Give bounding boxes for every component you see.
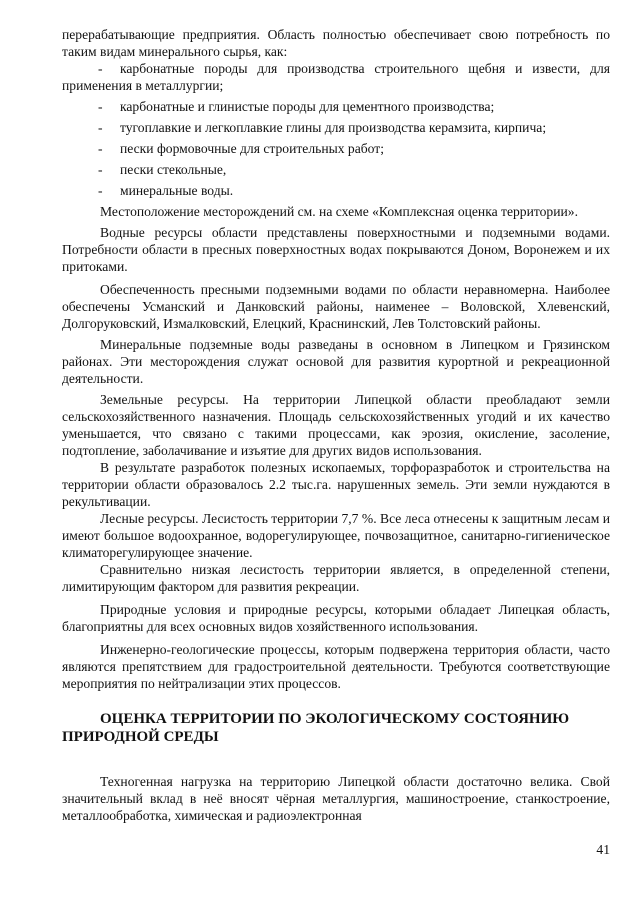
bullet-marker: -: [98, 183, 103, 198]
paragraph: Водные ресурсы области представлены поверхностными и подземными водами. Потребности области в пресных поверхностных водах покрываются Доном, Воронежем и их притоками.: [62, 225, 610, 274]
list-item: - минеральные воды.: [98, 183, 234, 198]
section-paragraph: Техногенная нагрузка на территорию Липецкой области достаточно велика. Свой значительный вклад в неё вносят чёрная металлургия, машиностроение, станкостроение, металлообработка, химическая и радиоэлектронная: [62, 774, 610, 823]
page-number: 41: [596, 842, 610, 857]
paragraph: Сравнительно низкая лесистость территории является, в определенной степени, лимитирующим фактором для развития рекреации.: [62, 562, 610, 594]
paragraph: В результате разработок полезных ископаемых, торфоразработок и строительства на территории области образовалось 2.2 тыс.га. нарушенных земель. Эти земли нуждаются в рекультивации.: [62, 460, 610, 509]
document-page: [62, 26, 610, 824]
list-item: - карбонатные породы для производства строительного щебня и извести, для применения в металлургии;: [62, 61, 610, 93]
paragraph: Обеспеченность пресными подземными водами по области неравномерна. Наиболее обеспечены Усманский и Данковский районы, наименее – Воловской, Хлевенский, Долгоруковский, Измалковский, Елецкий, Краснинский, Лев Толстовский районы.: [62, 282, 610, 331]
bullet-marker: -: [98, 162, 103, 177]
section-heading: ОЦЕНКА ТЕРРИТОРИИ ПО ЭКОЛОГИЧЕСКОМУ СОСТОЯНИЮ ПРИРОДНОЙ СРЕДЫ: [62, 711, 570, 745]
paragraph: Инженерно-геологические процессы, которым подвержена территория области, часто являются препятствием для градостроительной деятельности. Требуются соответствующие мероприятия по нейтрализации этих процессов.: [62, 642, 610, 691]
mineral-resource-list: [62, 60, 610, 199]
paragraph: Природные условия и природные ресурсы, которыми обладает Липецкая область, благоприятны для всех основных видов хозяйственного использования.: [62, 602, 610, 634]
intro-paragraph: перерабатывающие предприятия. Область полностью обеспечивает свою потребность по таким видам минерального сырья, как:: [62, 27, 610, 59]
list-item: - пески формовочные для строительных работ;: [98, 141, 385, 156]
bullet-marker: -: [98, 141, 103, 156]
list-item: - карбонатные и глинистые породы для цементного производства;: [98, 99, 495, 114]
bullet-marker: -: [98, 120, 103, 135]
paragraph: Местоположение месторождений см. на схеме «Комплексная оценка территории».: [100, 204, 578, 219]
list-item: - пески стекольные,: [98, 162, 227, 177]
bullet-marker: -: [98, 99, 103, 114]
list-item: - тугоплавкие и легкоплавкие глины для производства керамзита, кирпича;: [98, 120, 547, 135]
paragraph: Земельные ресурсы. На территории Липецкой области преобладают земли сельскохозяйственного назначения. Площадь сельскохозяйственных угодий и их качество уменьшается, что связано с такими процессами, как эрозия, окисление, засоление, подтопление, заболачивание и изъятие для других видов использования.: [62, 392, 610, 458]
bullet-marker: -: [98, 61, 103, 76]
paragraph: Лесные ресурсы. Лесистость территории 7,7 %. Все леса отнесены к защитным лесам и имеют большое водоохранное, водорегулирующее, почвозащитное, санитарно-гигиеническое климаторегулирующее значение.: [62, 511, 610, 560]
paragraph: Минеральные подземные воды разведаны в основном в Липецком и Грязинском районах. Эти месторождения служат основой для развития курортной и рекреационной деятельности.: [62, 337, 610, 386]
